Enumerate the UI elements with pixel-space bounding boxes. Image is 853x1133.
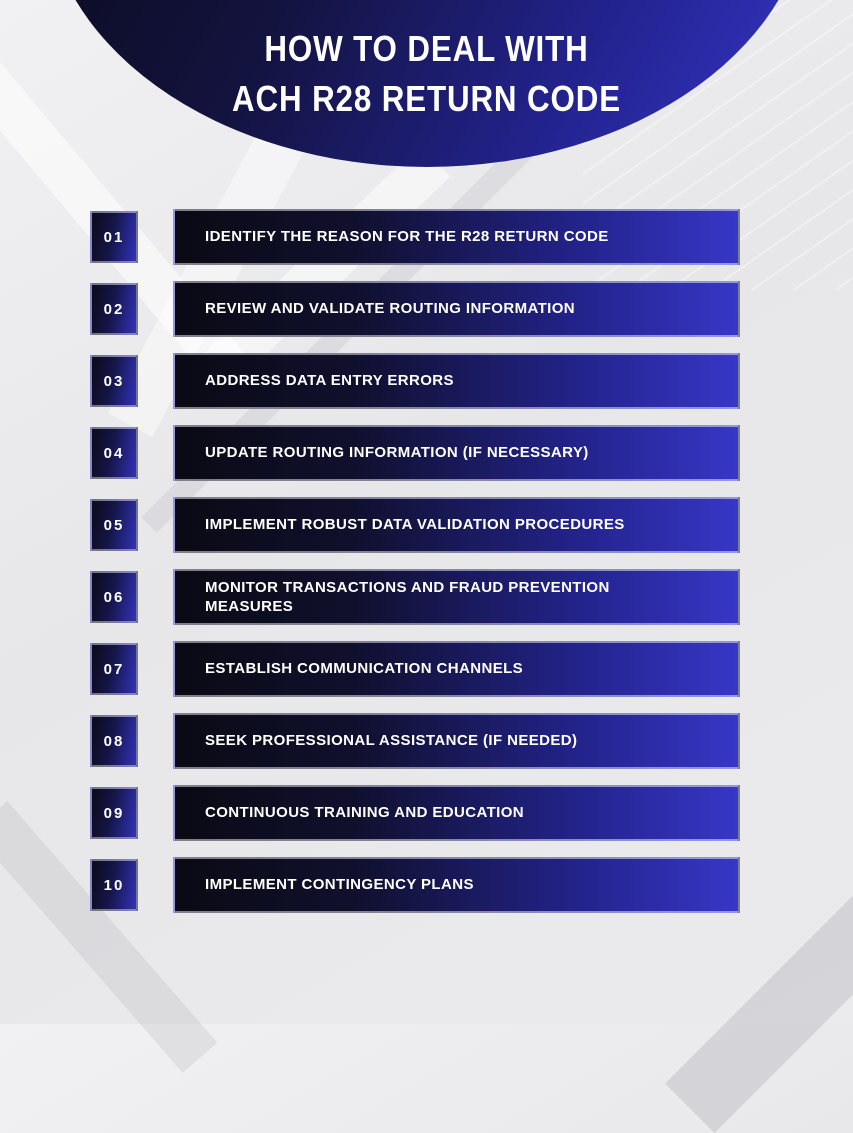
step-label: ESTABLISH COMMUNICATION CHANNELS <box>205 660 524 678</box>
step-bar <box>173 713 740 769</box>
step-number-badge: 09 <box>90 787 138 839</box>
step-bar <box>173 281 740 337</box>
step-row <box>90 857 740 913</box>
step-bar <box>173 785 740 841</box>
step-label: REVIEW AND VALIDATE ROUTING INFORMATION <box>205 300 576 318</box>
step-bar <box>173 425 740 481</box>
step-number-badge: 06 <box>90 571 138 623</box>
step-row <box>90 281 740 337</box>
step-label: IDENTIFY THE REASON FOR THE R28 RETURN CODE <box>205 228 609 246</box>
step-number-badge: 02 <box>90 283 138 335</box>
step-number-badge: 07 <box>90 643 138 695</box>
step-number-badge: 03 <box>90 355 138 407</box>
step-row <box>90 425 740 481</box>
step-row <box>90 209 740 265</box>
step-bar <box>173 641 740 697</box>
step-label: IMPLEMENT CONTINGENCY PLANS <box>205 876 474 894</box>
step-number-badge: 08 <box>90 715 138 767</box>
step-row <box>90 641 740 697</box>
page-title-line2: ACH R28 RETURN CODE <box>232 78 621 119</box>
step-number-badge: 10 <box>90 859 138 911</box>
step-number-badge: 04 <box>90 427 138 479</box>
step-label: ADDRESS DATA ENTRY ERRORS <box>205 372 454 390</box>
step-label: UPDATE ROUTING INFORMATION (IF NECESSARY) <box>205 444 589 462</box>
step-row <box>90 353 740 409</box>
step-label: CONTINUOUS TRAINING AND EDUCATION <box>205 804 525 822</box>
step-number-badge: 05 <box>90 499 138 551</box>
step-bar <box>173 857 740 913</box>
page-title-line1: HOW TO DEAL WITH <box>264 28 589 69</box>
step-label: MONITOR TRANSACTIONS AND FRAUD PREVENTION MEASURES <box>205 578 610 615</box>
step-bar <box>173 569 740 625</box>
step-bar <box>173 497 740 553</box>
page-title <box>55 24 797 124</box>
step-label: IMPLEMENT ROBUST DATA VALIDATION PROCEDURES <box>205 516 625 534</box>
step-row <box>90 713 740 769</box>
step-row <box>90 569 740 625</box>
step-label: SEEK PROFESSIONAL ASSISTANCE (IF NEEDED) <box>205 732 578 750</box>
step-number-badge: 01 <box>90 211 138 263</box>
step-row <box>90 497 740 553</box>
step-row <box>90 785 740 841</box>
step-bar <box>173 353 740 409</box>
step-bar <box>173 209 740 265</box>
steps-list <box>90 209 740 913</box>
